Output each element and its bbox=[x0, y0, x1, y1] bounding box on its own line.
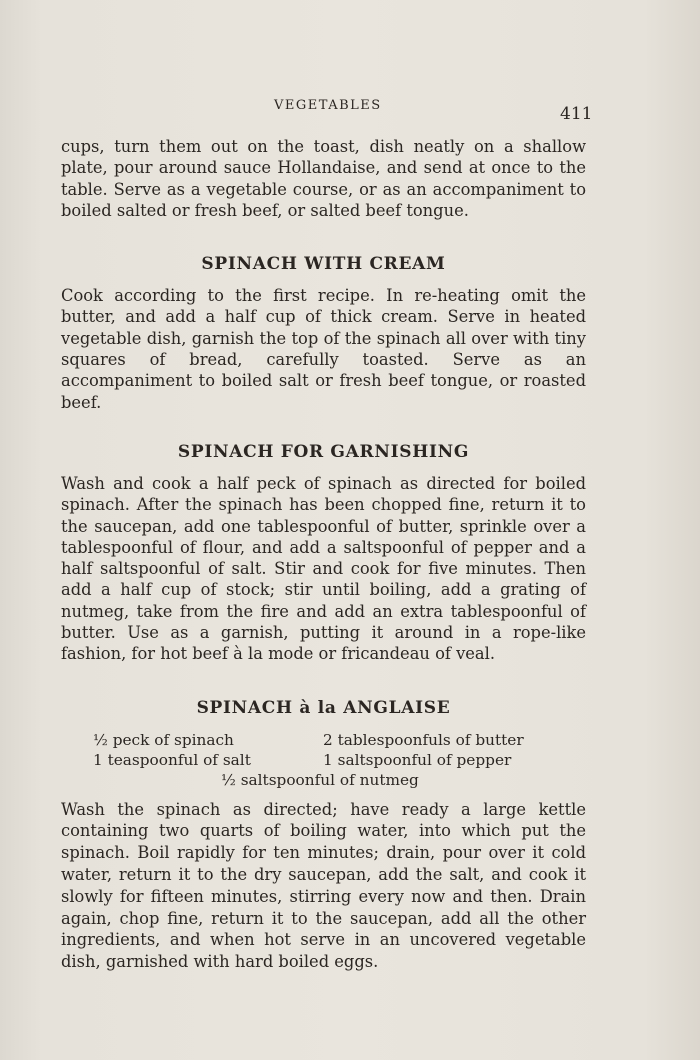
recipe-body-spinach-with-cream: Cook according to the first recipe. In re-heating omit the butter, and add a half cup of thick cream. Serve in heated vegetable dish, garnish the top of the spinach all over with tiny squares of bread, carefully toasted. Serve as an accompaniment to boiled salt or fresh beef tongue, or roasted beef. bbox=[61, 286, 586, 412]
running-head: VEGETABLES bbox=[274, 98, 382, 113]
ingredient-item: 1 saltspoonful of pepper bbox=[323, 750, 512, 769]
ingredient-row bbox=[61, 750, 586, 770]
intro-paragraph: cups, turn them out on the toast, dish neatly on a shallow plate, pour around sauce Hollandaise, and send at once to the table. Serve as a vegetable course, or as an accompaniment to boiled salted or fresh beef, or salted beef tongue. bbox=[61, 137, 586, 220]
recipe-body-spinach-for-garnishing: Wash and cook a half peck of spinach as directed for boiled spinach. After the spinach has been chopped fine, return it to the saucepan, add one tablespoonful of butter, sprinkle over a tablespoonful of flour, and add a saltspoonful of pepper and a half saltspoonful of salt. Stir and cook for five minutes. Then add a half cup of stock; stir until boiling, add a grating of nutmeg, take from the fire and add an extra tablespoonful of butter. Use as a garnish, putting it around in a rope-like fashion, for hot beef à la mode or fricandeau of veal. bbox=[61, 473, 586, 664]
page-number: 411 bbox=[560, 104, 593, 124]
recipe-body-spinach-a-la-anglaise: Wash the spinach as directed; have ready a large kettle containing two quarts of boiling water, into which put the spinach. Boil rapidly for ten minutes; drain, pour over it cold water, return it to the dry saucepan, add the salt, and cook it slowly for fifteen minutes, stirring every now and then. Drain again, chop fine, return it to the saucepan, add all the other ingredients, and when hot serve in an uncovered vegetable dish, garnished with hard boiled eggs. bbox=[61, 799, 586, 972]
ingredient-list bbox=[61, 730, 586, 790]
ingredient-item: 2 tablespoonfuls of butter bbox=[323, 730, 524, 749]
recipe-title-spinach-with-cream: SPINACH WITH CREAM bbox=[201, 254, 446, 275]
ingredient-item: 1 teaspoonful of salt bbox=[93, 750, 251, 769]
page-body bbox=[61, 136, 586, 973]
ingredient-item: ½ saltspoonful of nutmeg bbox=[221, 770, 419, 789]
ingredient-row bbox=[61, 730, 586, 750]
ingredient-item: ½ peck of spinach bbox=[93, 730, 234, 749]
recipe-title-spinach-for-garnishing: SPINACH FOR GARNISHING bbox=[177, 441, 470, 462]
recipe-title-spinach-a-la-anglaise: SPINACH à la ANGLAISE bbox=[196, 697, 451, 718]
